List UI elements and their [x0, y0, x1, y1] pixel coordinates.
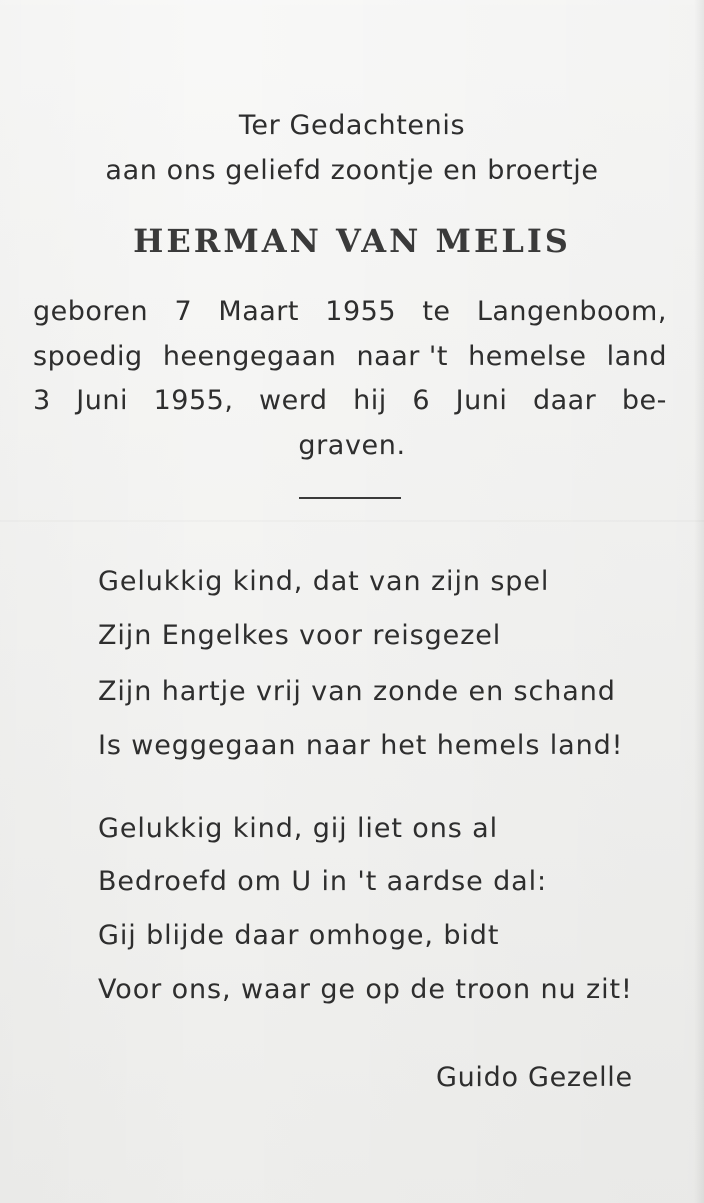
poem-line: Voor ons, waar ge op de troon nu zit!: [98, 974, 633, 1005]
card-fold-line: [0, 520, 704, 522]
poem-line: Gelukkig kind, dat van zijn spel: [98, 566, 550, 597]
bio-word: daar: [532, 385, 597, 416]
poem-author: Guido Gezelle: [436, 1062, 633, 1093]
bio-word: 1955,: [153, 385, 234, 416]
bio-word: hij: [353, 385, 387, 416]
biography-line-1: [33, 296, 667, 327]
bio-word: 3: [33, 385, 51, 416]
bio-word: 7: [174, 296, 193, 327]
bio-word: geboren: [33, 296, 149, 327]
bio-word: spoedig: [33, 341, 143, 372]
bio-word: heengegaan: [162, 341, 337, 372]
poem-line: Gij blijde daar omhoge, bidt: [98, 920, 500, 951]
poem-line: Zijn hartje vrij van zonde en schand: [98, 676, 616, 707]
poem-line: Is weggegaan naar het hemels land!: [98, 730, 624, 761]
bio-word: Juni: [455, 385, 508, 416]
bio-word: naar 't: [356, 341, 448, 372]
poem-line: Gelukkig kind, gij liet ons al: [98, 813, 499, 844]
bio-word: Langenboom,: [476, 296, 667, 327]
bio-word: Maart: [218, 296, 299, 327]
poem-line: Bedroefd om U in 't aardse dal:: [98, 866, 547, 897]
bio-word: Juni: [76, 385, 128, 416]
memorial-title: Ter Gedachtenis: [238, 110, 466, 141]
section-divider: [299, 497, 401, 499]
bio-word: land: [606, 341, 667, 372]
bio-word: 6: [412, 385, 431, 416]
bio-word: werd: [259, 385, 328, 416]
bio-word: 1955: [325, 296, 397, 327]
memorial-subtitle: aan ons geliefd zoontje en broertje: [105, 155, 599, 186]
biography-line-3: [33, 385, 667, 416]
bio-word: te: [422, 296, 451, 327]
biography-line-4: graven.: [298, 430, 406, 461]
bio-word: be-: [621, 385, 667, 416]
bio-word: hemelse: [468, 341, 587, 372]
poem-line: Zijn Engelkes voor reisgezel: [98, 620, 502, 651]
biography-line-2: [33, 341, 667, 372]
deceased-name: HERMAN VAN MELIS: [133, 222, 571, 260]
